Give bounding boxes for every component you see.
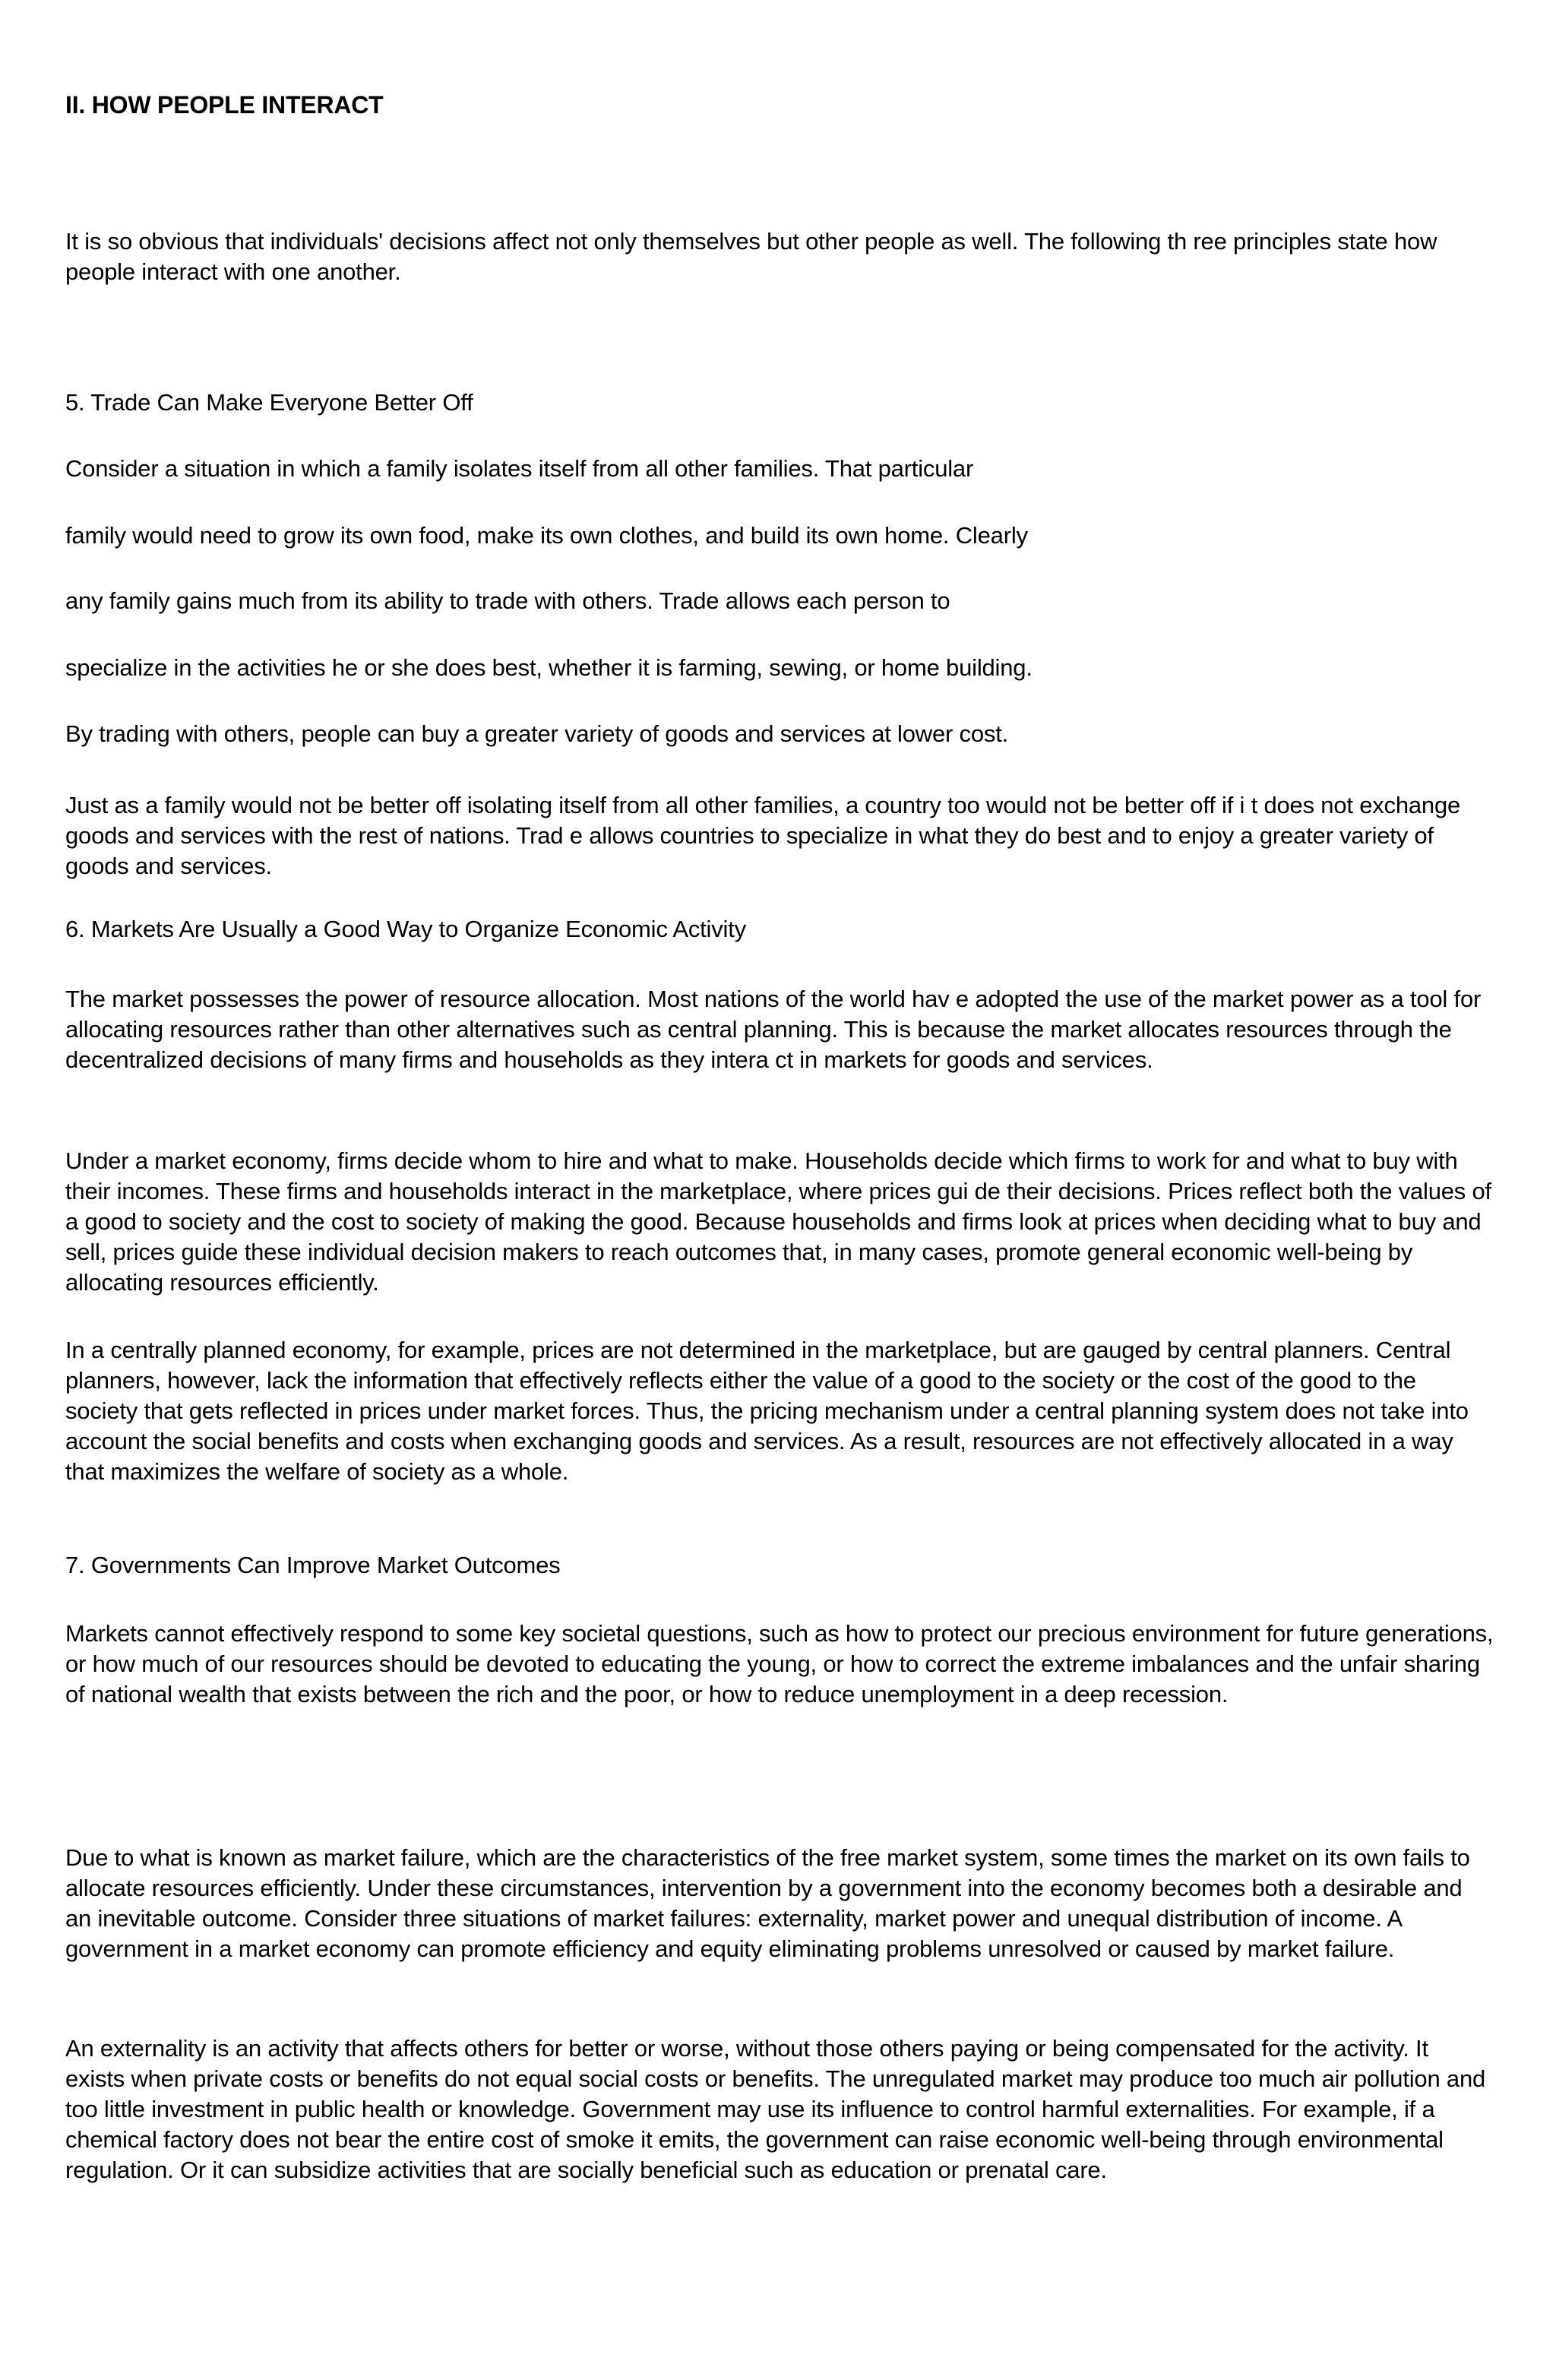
section-5-line-3: any family gains much from its ability to trade with others. Trade allows each person to xyxy=(65,587,950,614)
section-5-paragraph: Just as a family would not be better off isolating itself from all other families, a country too would not be better off if i t does not exchange goods and services with the rest of nations. Trad e allows countries to specialize in what they do best and to enjoy a greater variety of goods and services. xyxy=(65,792,1461,879)
section-5-line-5: By trading with others, people can buy a greater variety of goods and services at lower cost. xyxy=(65,720,1009,747)
section-5-line-4: specialize in the activities he or she does best, whether it is farming, sewing, or home building. xyxy=(65,654,1033,681)
section-6-title: 6. Markets Are Usually a Good Way to Organize Economic Activity xyxy=(65,916,746,942)
section-heading: II. HOW PEOPLE INTERACT xyxy=(65,91,384,119)
section-6-paragraph-2: Under a market economy, firms decide whom to hire and what to make. Households decide which firms to work for and what to buy with their incomes. These firms and households interact in the marketplace, where prices gui de their decisions. Prices reflect both the values of a good to society and the cost to society of making the good. Because households and firms look at prices when deciding what to buy and sell, prices guide these individual decision makers to reach outcomes that, in many cases, promote general economic well-being by allocating resources efficiently. xyxy=(65,1147,1491,1296)
section-5-line-2: family would need to grow its own food, make its own clothes, and build its own home. Clearly xyxy=(65,522,1028,549)
section-6-paragraph-1: The market possesses the power of resource allocation. Most nations of the world hav e adopted the use of the market power as a tool for allocating resources rather than other alternatives such as central planning. This is because the market allocates resources through the decentralized decisions of many firms and households as they intera ct in markets for goods and services. xyxy=(65,986,1482,1073)
section-5-title: 5. Trade Can Make Everyone Better Off xyxy=(65,389,473,416)
section-5-line-1: Consider a situation in which a family isolates itself from all other families. That particular xyxy=(65,455,974,482)
section-7-paragraph-3: An externality is an activity that affects others for better or worse, without those others paying or being compensated for the activity. It exists when private costs or benefits do not equal social costs or benefits. The unregulated market may produce too much air pollution and too little investment in public health or knowledge. Government may use its influence to control harmful externalities. For example, if a chemical factory does not bear the entire cost of smoke it emits, the government can raise economic well-being through environmental regulation. Or it can subsidize activities that are socially beneficial such as education or prenatal care. xyxy=(65,2035,1486,2183)
section-7-title: 7. Governments Can Improve Market Outcomes xyxy=(65,1552,561,1578)
intro-paragraph: It is so obvious that individuals' decisions affect not only themselves but other people as well. The following th ree principles state how people interact with one another. xyxy=(65,228,1437,285)
section-7-paragraph-1: Markets cannot effectively respond to some key societal questions, such as how to protect our precious environment for future generations, or how much of our resources should be devoted to educating the young, or how to correct the extreme imbalances and the unfair sharing of national wealth that exists between the rich and the poor, or how to reduce unemployment in a deep recession. xyxy=(65,1620,1494,1707)
section-7-paragraph-2: Due to what is known as market failure, which are the characteristics of the free market system, some times the market on its own fails to allocate resources efficiently. Under these circumstances, intervention by a government into the economy becomes both a desirable and an inevitable outcome. Consider three situations of market failures: externality, market power and unequal distribution of income. A government in a market economy can promote efficiency and equity eliminating problems unresolved or caused by market failure. xyxy=(65,1844,1470,1962)
section-6-paragraph-3: In a centrally planned economy, for example, prices are not determined in the marketplace, but are gauged by central planners. Central planners, however, lack the information that effectively reflects either the value of a good to the society or the cost of the good to the society that gets reflected in prices under market forces. Thus, the pricing mechanism under a central planning system does not take into account the social benefits and costs when exchanging goods and services. As a result, resources are not effectively allocated in a way that maximizes the welfare of society as a whole. xyxy=(65,1337,1469,1485)
